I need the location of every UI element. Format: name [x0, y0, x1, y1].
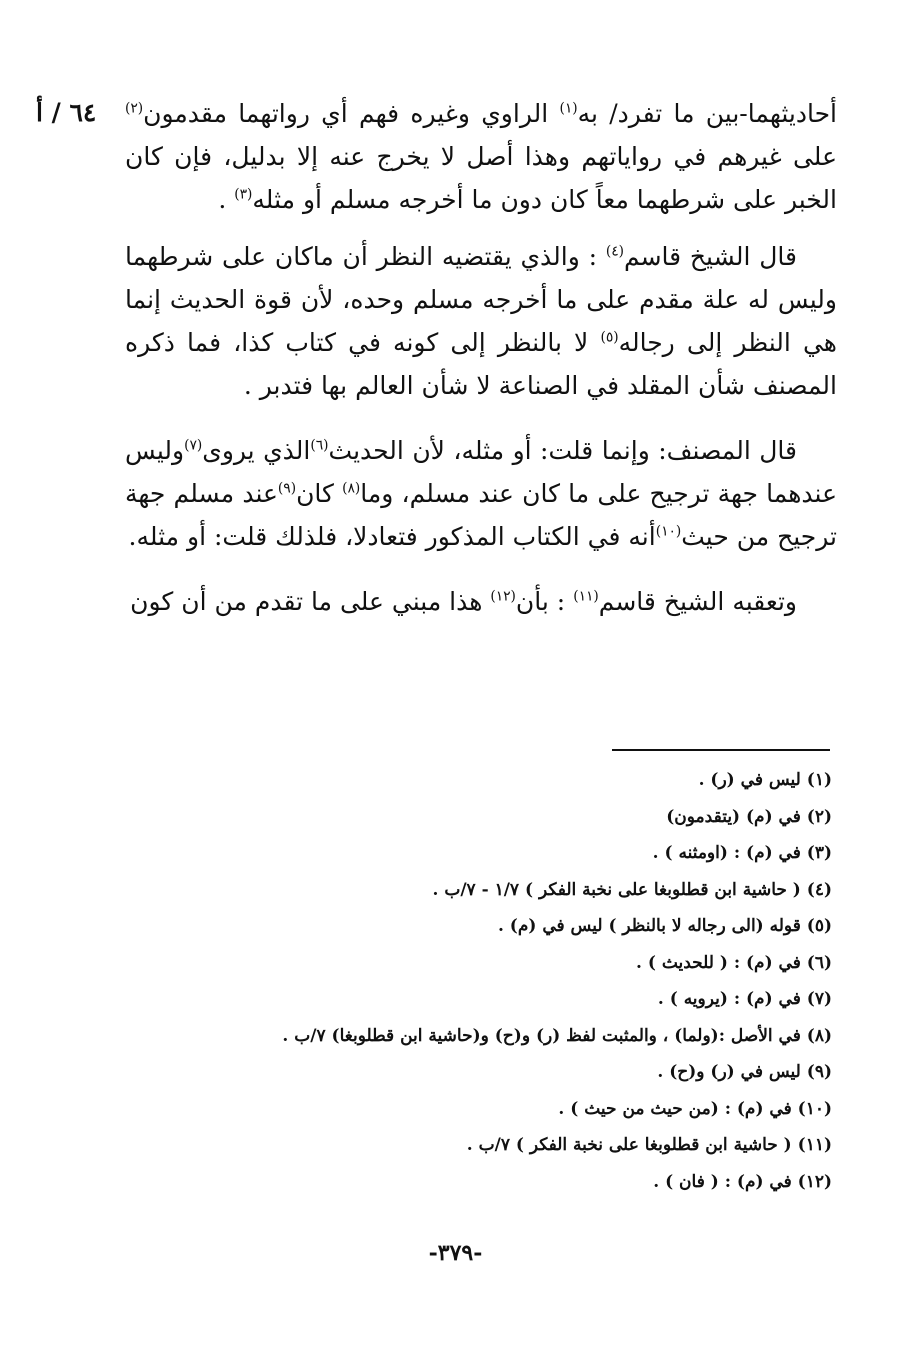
footnote-marker: (٧) — [184, 437, 203, 454]
text-run: قال المصنف: وإنما قلت: أو مثله، لأن الحديث — [328, 436, 798, 465]
footnote-7: (٧) في (م) : (يرويه ) . — [657, 989, 832, 1009]
text-run: الراوي وغيره فهم أي رواتهما مقدمون — [143, 99, 560, 128]
footnote-11: (١١) ( حاشية ابن قطلوبغا على نخبة الفكر ) ٧/ب . — [466, 1135, 832, 1155]
text-run: عند مسلم جهة ترجيح من حيث — [125, 479, 837, 551]
page-number: -٣٧٩- — [428, 1240, 483, 1266]
text-run: الذي يروى — [202, 436, 311, 465]
text-run: على غيرهم في رواياتهم وهذا أصل لا يخرج عنه إلا بدليل، فإن كان الخبر على شرطهما معاً كان دون ما أخرجه مسلم أو مثله — [125, 142, 837, 214]
footnote-marker: (١٢) — [490, 588, 516, 605]
footnote-marker: (٤) — [605, 243, 624, 260]
footnote-4: (٤) ( حاشية ابن قطلوبغا على نخبة الفكر ) ١/٧ - ٧/ب . — [432, 879, 832, 900]
footnote-5: (٥) قوله (الى رجاله لا بالنظر ) ليس في (م) . — [497, 916, 832, 936]
paragraph-1 — [125, 92, 837, 221]
text-run: لا بالنظر إلى كونه في كتاب كذا، فما ذكره المصنف شأن المقلد في الصناعة لا شأن العالم بها فتدبر . — [125, 328, 837, 400]
footnote-marker: (٩) — [277, 480, 297, 497]
text-run: وتعقبه الشيخ قاسم — [598, 587, 797, 616]
footnote-2: (٢) في (م) (يتقدمون) — [666, 806, 832, 827]
footnote-divider — [612, 749, 830, 751]
footnote-marker: (١) — [559, 100, 578, 117]
footnote-9: (٩) ليس في (ر) و(ح) . — [657, 1062, 832, 1082]
footnote-1: (١) ليس في (ر) . — [698, 770, 832, 790]
footnote-marker: (١١) — [573, 588, 599, 605]
main-text — [125, 92, 837, 645]
paragraph-4 — [125, 580, 837, 623]
text-run: أنه في الكتاب المذكور فتعادلا، فلذلك قلت: أو مثله. — [128, 522, 656, 551]
footnote-marker: (٨) — [342, 480, 361, 497]
footnote-marker: (١٠) — [655, 523, 682, 540]
text-run: : بأن — [515, 587, 574, 616]
text-run: قال الشيخ قاسم — [623, 242, 797, 271]
footnote-12: (١٢) في (م) : ( فان ) . — [653, 1171, 832, 1192]
text-run: : والذي يقتضيه النظر أن ماكان على شرطهما وليس له علة مقدم على ما أخرجه مسلم وحده، لأن قوة الحديث إنما هي النظر إلى رجاله — [125, 242, 837, 357]
footnote-marker: (٥) — [600, 329, 619, 346]
margin-folio-note: ٦٤ / أ — [36, 98, 97, 127]
text-run: . — [218, 185, 235, 214]
text-run: كان — [296, 479, 343, 508]
footnotes-list — [200, 762, 832, 1200]
text-run: وليس عندهما جهة ترجيح على ما كان عند مسلم، وما — [125, 436, 837, 508]
paragraph-3 — [125, 429, 837, 558]
text-run: هذا مبني على ما تقدم من أن كون — [130, 587, 491, 616]
footnote-marker: (٢) — [125, 100, 144, 117]
footnote-8: (٨) في الأصل :(ولما) ، والمثبت لفظ (ر) و(ح) و(حاشية ابن قطلوبغا) ٧/ب . — [282, 1025, 832, 1046]
footnote-marker: (٦) — [310, 437, 329, 454]
text-run: أحاديثهما-بين ما تفرد/ به — [577, 99, 837, 128]
footnote-marker: (٣) — [234, 186, 253, 203]
footnote-10: (١٠) في (م) : (من حيث من حيث ) . — [558, 1098, 832, 1119]
paragraph-2 — [125, 235, 837, 407]
footnote-6: (٦) في (م) : ( للحديث ) . — [636, 952, 832, 973]
footnote-3: (٣) في (م) : (اومثنه ) . — [652, 843, 832, 863]
